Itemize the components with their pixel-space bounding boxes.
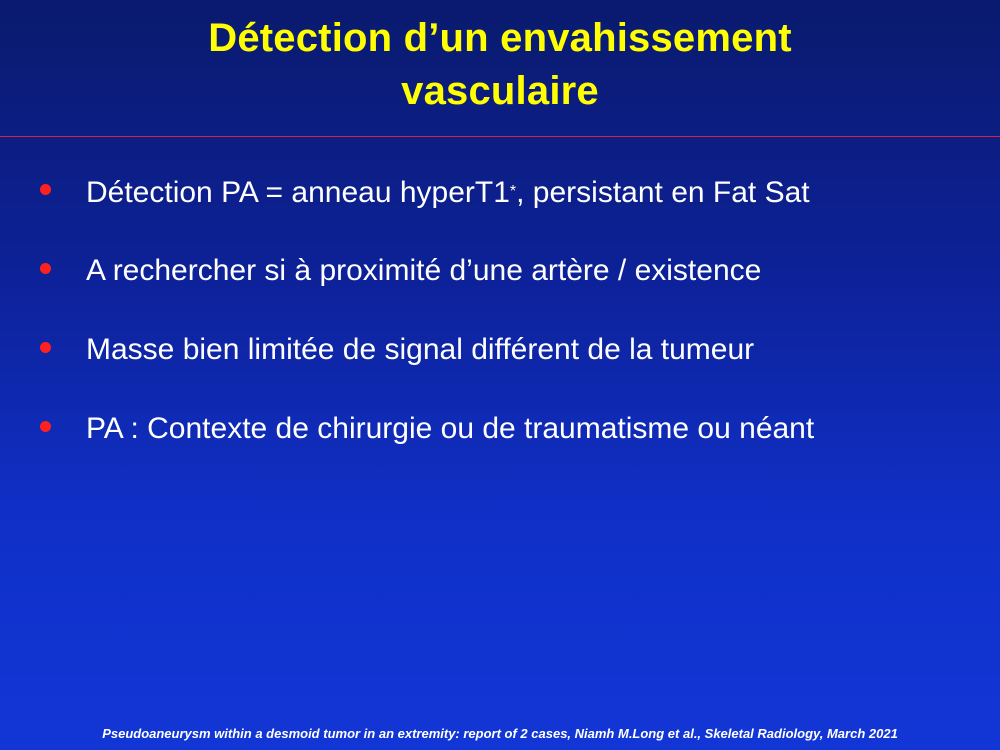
title-divider (0, 136, 1000, 137)
bullet-list (0, 164, 1000, 480)
bullet-dot-icon (40, 184, 51, 195)
bullet-text-1-rest: , persistant en Fat Sat (516, 176, 810, 209)
bullet-dot-icon (40, 421, 51, 432)
title-line-2: vasculaire (401, 69, 599, 113)
bullet-dot-icon (40, 342, 51, 353)
title-line-1: Détection d’un envahissement (208, 16, 792, 60)
bullet-text-2: A rechercher si à proximité d’une artère / existence (86, 254, 762, 287)
bullet-text-1 (86, 164, 810, 221)
bullet-text-1-main: Détection PA = anneau hyperT1 (86, 176, 510, 209)
bullet-item-3 (0, 322, 1000, 401)
bullet-text-4: PA : Contexte de chirurgie ou de traumatisme ou néant (86, 412, 815, 445)
asterisk-marker: * (509, 183, 517, 200)
bullet-item-1 (0, 164, 1000, 243)
bullet-dot-icon (40, 263, 51, 274)
bullet-item-2 (0, 243, 1000, 322)
bullet-text-3: Masse bien limitée de signal différent de la tumeur (86, 333, 755, 366)
slide-title (0, 12, 1000, 118)
reference-footer: Pseudoaneurysm within a desmoid tumor in an extremity: report of 2 cases, Niamh M.Long et al., Skeletal Radiology, March 2021 (102, 726, 898, 741)
bullet-item-4 (0, 401, 1000, 480)
